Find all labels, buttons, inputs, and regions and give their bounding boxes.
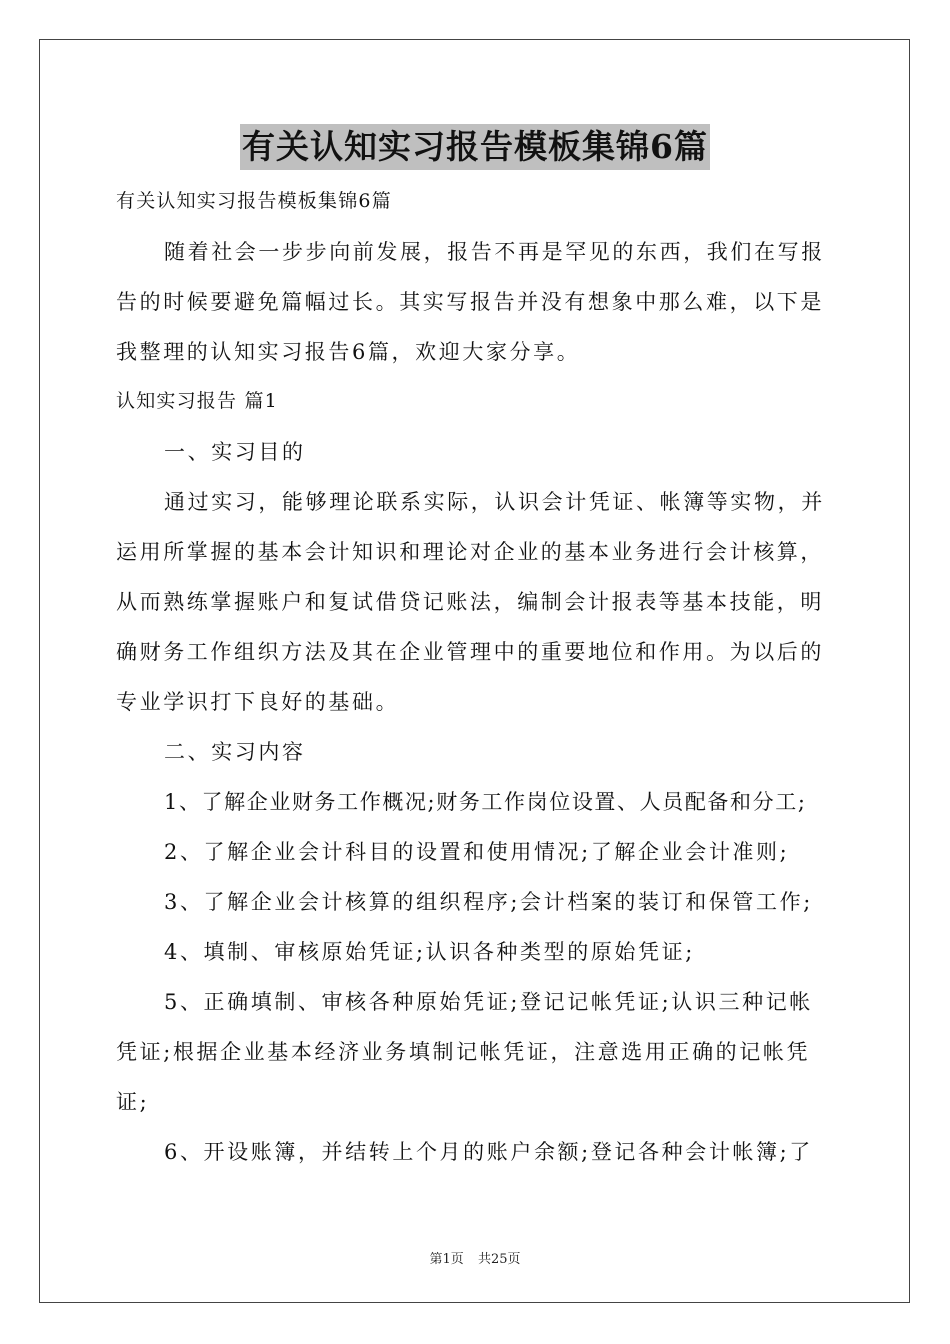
list-item: 2、了解企业会计科目的设置和使用情况;了解企业会计准则;: [164, 840, 790, 864]
paragraph-line: 专业学识打下良好的基础。: [116, 690, 400, 714]
list-item: 3、了解企业会计核算的组织程序;会计档案的装订和保管工作;: [164, 890, 813, 914]
document-title: 有关认知实习报告模板集锦6篇: [240, 124, 710, 170]
title-container: [0, 124, 950, 170]
paragraph-line: 确财务工作组织方法及其在企业管理中的重要地位和作用。为以后的: [116, 640, 824, 664]
paragraph-line: 告的时候要避免篇幅过长。其实写报告并没有想象中那么难，以下是: [116, 290, 824, 314]
page-number: 第1页: [429, 1252, 464, 1267]
page-border: [39, 39, 910, 1303]
list-item: 4、填制、审核原始凭证;认识各种类型的原始凭证;: [164, 940, 695, 964]
list-item: 6、开设账簿，并结转上个月的账户余额;登记各种会计帐簿;了: [164, 1140, 813, 1164]
subtitle-line: 有关认知实习报告模板集锦6篇: [116, 190, 392, 212]
paragraph-line: 从而熟练掌握账户和复试借贷记账法，编制会计报表等基本技能，明: [116, 590, 824, 614]
subsection-heading: 二、实习内容: [164, 740, 306, 764]
section-heading: 认知实习报告 篇1: [116, 390, 278, 412]
subsection-heading: 一、实习目的: [164, 440, 306, 464]
paragraph-line: 凭证;根据企业基本经济业务填制记帐凭证，注意选用正确的记帐凭: [116, 1040, 811, 1064]
paragraph-line: 随着社会一步步向前发展，报告不再是罕见的东西，我们在写报: [164, 240, 825, 264]
list-item: 1、了解企业财务工作概况;财务工作岗位设置、人员配备和分工;: [164, 790, 807, 814]
paragraph-line: 通过实习，能够理论联系实际，认识会计凭证、帐簿等实物，并: [164, 490, 825, 514]
page-total: 共25页: [477, 1252, 521, 1267]
paragraph-line: 证;: [116, 1090, 150, 1114]
page-footer: [0, 1248, 950, 1267]
list-item: 5、正确填制、审核各种原始凭证;登记记帐凭证;认识三种记帐: [164, 990, 813, 1014]
paragraph-line: 我整理的认知实习报告6篇，欢迎大家分享。: [116, 340, 581, 364]
paragraph-line: 运用所掌握的基本会计知识和理论对企业的基本业务进行会计核算，: [116, 540, 824, 564]
